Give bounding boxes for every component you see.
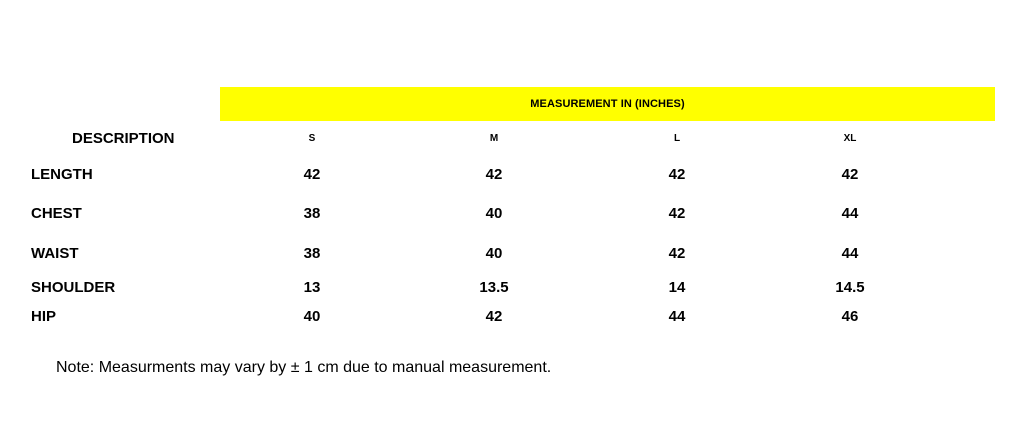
cell-length-m: 42 — [485, 166, 503, 183]
cell-chest-l: 42 — [668, 205, 686, 222]
cell-chest-m: 40 — [485, 205, 503, 222]
row-label-length: LENGTH — [31, 166, 93, 183]
cell-hip-l: 44 — [668, 308, 686, 325]
measurement-note: Note: Measurments may vary by ± 1 cm due to manual measurement. — [56, 359, 552, 376]
cell-hip-m: 42 — [485, 308, 503, 325]
cell-shoulder-l: 14 — [668, 279, 686, 296]
cell-waist-xl: 44 — [841, 245, 859, 262]
cell-chest-s: 38 — [303, 205, 321, 222]
cell-length-s: 42 — [303, 166, 321, 183]
row-label-waist: WAIST — [31, 245, 79, 262]
cell-chest-xl: 44 — [841, 205, 859, 222]
size-header-s: S — [308, 133, 316, 144]
cell-shoulder-m: 13.5 — [479, 279, 509, 296]
measurement-header-band — [220, 87, 995, 121]
row-label-chest: CHEST — [31, 205, 82, 222]
row-label-hip: HIP — [31, 308, 57, 325]
cell-shoulder-s: 13 — [303, 279, 321, 296]
row-label-shoulder: SHOULDER — [31, 279, 116, 296]
size-header-l: L — [673, 133, 681, 144]
cell-length-l: 42 — [668, 166, 686, 183]
description-header: DESCRIPTION — [72, 130, 175, 147]
cell-waist-m: 40 — [485, 245, 503, 262]
size-header-xl: XL — [843, 133, 857, 144]
cell-waist-s: 38 — [303, 245, 321, 262]
cell-waist-l: 42 — [668, 245, 686, 262]
measurement-header-title: MEASUREMENT IN (INCHES) — [530, 98, 685, 110]
cell-hip-xl: 46 — [841, 308, 859, 325]
cell-hip-s: 40 — [303, 308, 321, 325]
cell-length-xl: 42 — [841, 166, 859, 183]
cell-shoulder-xl: 14.5 — [835, 279, 865, 296]
size-header-m: M — [489, 133, 499, 144]
